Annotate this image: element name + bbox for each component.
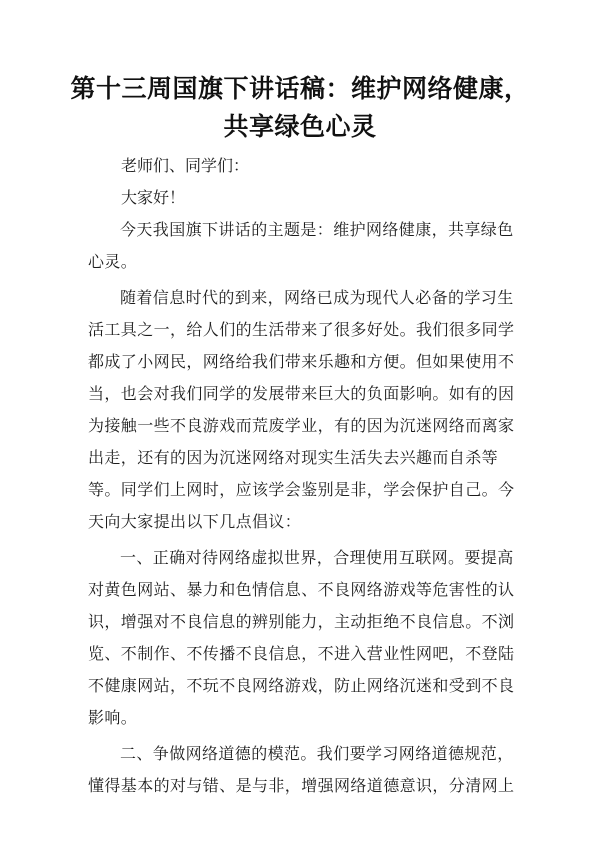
title-line-1: 第十三周国旗下讲话稿：维护网络健康， xyxy=(70,74,530,103)
paragraph-proposal-1: 一、正确对待网络虚拟世界，合理使用互联网。要提高对黄色网站、暴力和色情信息、不良网络游戏等危害性的认识，增强对不良信息的辨别能力，主动拒绝不良信息。不浏览、不制作、不传播不良信息，不进入营业性网吧，不登陆不健康网站，不玩不良网络游戏，防止网络沉迷和受到不良影响。 xyxy=(88,548,515,727)
paragraph-intro: 随着信息时代的到来，网络已成为现代人必备的学习生活工具之一，给人们的生活带来了很多好处。我们很多同学都成了小网民，网络给我们带来乐趣和方便。但如果使用不当，也会对我们同学的发展带来巨大的负面影响。如有的因为接触一些不良游戏而荒废学业，有的因为沉迷网络而离家出走，还有的因为沉迷网络对现实生活失去兴趣而自杀等等。同学们上网时，应该学会鉴别是非，学会保护自己。今天向大家提出以下几点倡议： xyxy=(88,288,515,531)
body-text xyxy=(88,214,522,802)
paragraph-proposal-2: 二、争做网络道德的模范。我们要学习网络道德规范，懂得基本的对与错、是与非，增强网络道德意识，分清网上 xyxy=(88,744,515,795)
document-title xyxy=(40,70,560,146)
title-line-2: 共享绿色心灵 xyxy=(223,112,377,141)
paragraph-theme: 今天我国旗下讲话的主题是：维护网络健康，共享绿色心灵。 xyxy=(88,220,514,271)
greeting: 大家好！ xyxy=(121,188,186,207)
salutation: 老师们、同学们： xyxy=(121,156,250,175)
